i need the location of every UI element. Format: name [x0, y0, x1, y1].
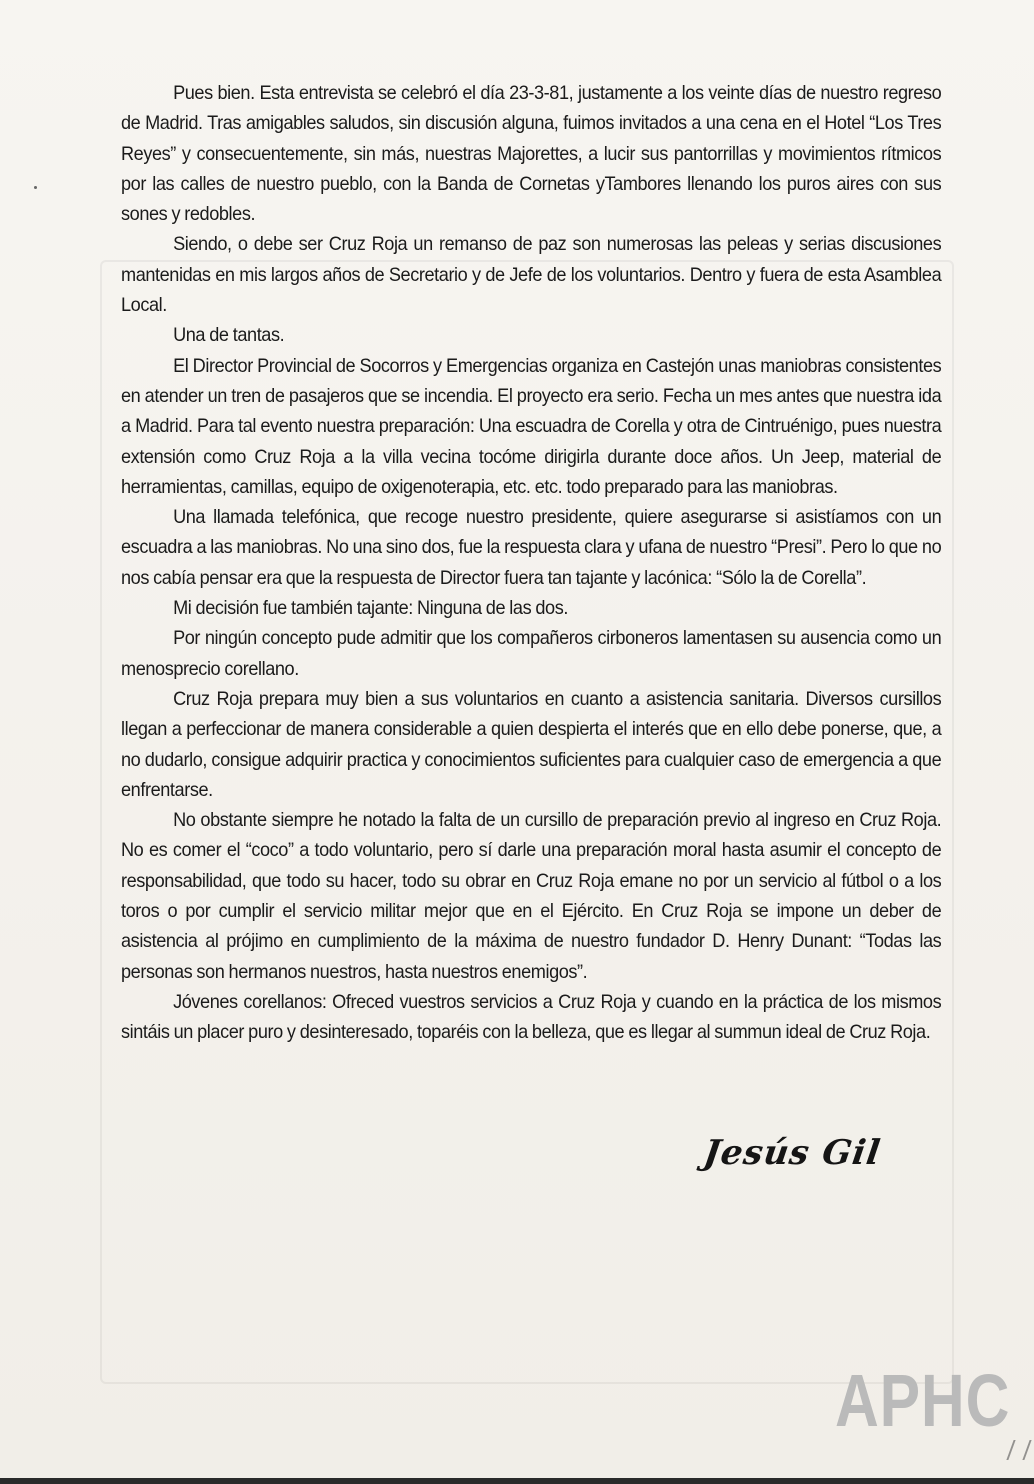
paragraph-6: Mi decisión fue también tajante: Ninguna de las dos. — [173, 597, 568, 620]
paragraph-1: Pues bien. Esta entrevista se celebró el día 23-3-81, justamente a los veinte días de nuestro regreso de Madrid. Tras amigables saludos, sin discusión alguna, fuimos invitados a una cena en el Hotel “Los Tres Reyes” y consecuentemente, sin más, nuestras Majorettes, a lucir sus pantorrillas y movimientos rítmicos por las calles de nuestro pueblo, con la Banda de Cornetas yTambores llenando los puros aires con sus sones y redobles. — [121, 82, 942, 226]
paper-speck — [34, 186, 37, 189]
author-signature: Jesús Gil — [701, 1133, 884, 1173]
paragraph-9: No obstante siempre he notado la falta de un cursillo de preparación previo al ingreso en Cruz Roja. No es comer el “coco” a todo voluntario, pero sí darle una preparación moral hasta asumir el concepto de responsabilidad, que todo su hacer, todo su obrar en Cruz Roja emane no por un servicio al fútbol o a los toros o por cumplir el servicio militar mejor que en el Ejército. En Cruz Roja se impone un deber de asistencia al prójimo en cumplimiento de la máxima de nuestro fundador D. Henry Dunant: “Todas las personas son hermanos nuestros, hasta nuestros enemigos”. — [121, 809, 942, 983]
paragraph-5: Una llamada telefónica, que recoge nuestro presidente, quiere asegurarse si asistíamos con un escuadra a las maniobras. No una sino dos, fue la respuesta clara y ufana de nuestro “Presi”. Pero lo que no nos cabía pensar era que la respuesta de Director fuera tan tajante y lacónica: “Sólo la de Corella”. — [121, 506, 942, 589]
scan-bottom-edge — [0, 1478, 1034, 1484]
page-corner-mark — [1006, 1440, 1031, 1460]
paragraph-3: Una de tantas. — [173, 324, 285, 347]
paragraph-7: Por ningún concepto pude admitir que los compañeros cirboneros lamentasen su ausencia como un menosprecio corellano. — [121, 627, 942, 680]
paragraph-4: El Director Provincial de Socorros y Emergencias organiza en Castejón unas maniobras consistentes en atender un tren de pasajeros que se incendia. El proyecto era serio. Fecha un mes antes que nuestra ida a Madrid. Para tal evento nuestra preparación: Una escuadra de Corella y otra de Cintruénigo, pues nuestra extensión como Cruz Roja a la villa vecina tocóme dirigirla durante doce años. Un Jeep, material de herramientas, camillas, equipo de oxigenoterapia, etc. etc. todo preparado para las maniobras. — [121, 354, 942, 498]
paragraph-2: Siendo, o debe ser Cruz Roja un remanso de paz son numerosas las peleas y serias discusiones mantenidas en mis largos años de Secretario y de Jefe de los voluntarios. Dentro y fuera de esta Asamblea Local. — [121, 233, 942, 317]
body-text — [121, 78, 941, 1048]
watermark-logo: APHC — [835, 1359, 1011, 1442]
paragraph-10: Jóvenes corellanos: Ofreced vuestros servicios a Cruz Roja y cuando en la práctica de los mismos sintáis un placer puro y desinteresado, toparéis con la belleza, que es llegar al summun ideal de Cruz Roja. — [121, 990, 942, 1044]
paragraph-8: Cruz Roja prepara muy bien a sus voluntarios en cuanto a asistencia sanitaria. Diversos cursillos llegan a perfeccionar de manera considerable a quien despierta el interés que en ello debe ponerse, que, a no dudarlo, consigue adquirir practica y conocimientos suficientes para cualquier caso de emergencia a que enfrentarse. — [121, 687, 942, 801]
